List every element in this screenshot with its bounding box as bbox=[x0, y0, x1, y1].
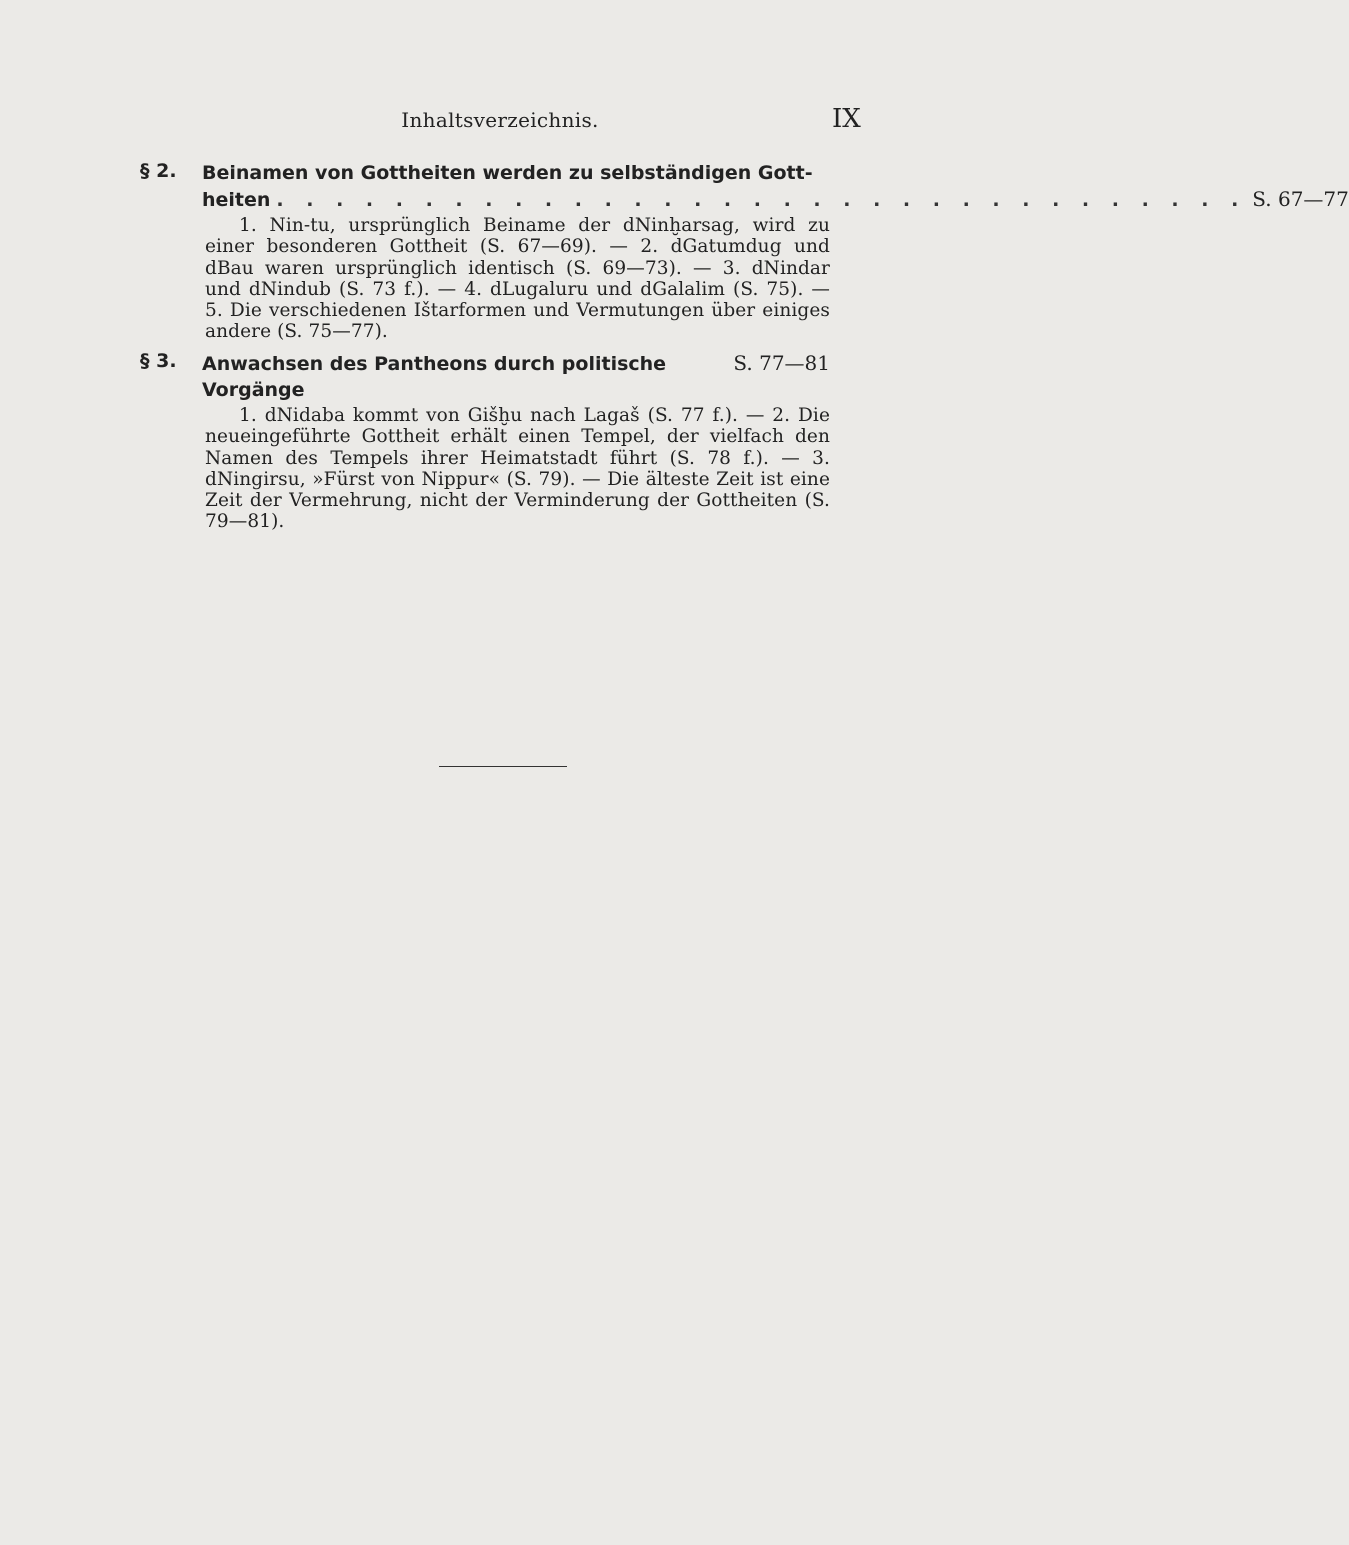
section-title bbox=[202, 350, 830, 403]
dot-leader: . . . . . . . . . . . . . . . . . . . . . . . . . . . . . . . . . bbox=[276, 189, 1247, 211]
section-title-text: Anwachsen des Pantheons durch politische Vorgänge bbox=[202, 353, 667, 401]
section-title-leader-row bbox=[202, 350, 830, 403]
end-rule bbox=[439, 766, 567, 767]
section-pages: S. 67—77 bbox=[1252, 187, 1349, 211]
page-number: IX bbox=[832, 104, 861, 134]
section-summary bbox=[205, 215, 830, 343]
section-title-line-2: heiten bbox=[202, 189, 271, 211]
section-number: § 3. bbox=[140, 350, 177, 372]
section-summary-text: 1. dNidaba kommt von Gišḫu nach Lagaš (S. 77 f.). — 2. Die neueingeführte Gottheit erhält einen Tempel, der vielfach den Namen des Tempels ihrer Heimatstadt führt (S. 78 f.). — 3. dNingirsu, »Fürst von Nippur« (S. 79). — Die älteste Zeit ist eine Zeit der Vermehrung, nicht der Verminderung der Gottheiten (S. 79—81). bbox=[205, 405, 830, 533]
section-summary bbox=[205, 405, 830, 533]
section-title-leader-row bbox=[202, 186, 1349, 213]
running-head-title: Inhaltsverzeichnis. bbox=[401, 108, 599, 132]
section-title-line-1: Beinamen von Gottheiten werden zu selbständigen Gott- bbox=[202, 162, 813, 184]
section-pages: S. 77—81 bbox=[733, 351, 830, 375]
toc-section-2 bbox=[140, 160, 1349, 343]
section-number: § 2. bbox=[140, 160, 177, 182]
section-title bbox=[202, 160, 1349, 213]
section-summary-text: 1. Nin-tu, ursprünglich Beiname der dNinḫarsag, wird zu einer besonderen Gottheit (S. 67—69). — 2. dGatumdug und dBau waren ursprünglich identisch (S. 69—73). — 3. dNindar und dNindub (S. 73 f.). — 4. dLugaluru und dGalalim (S. 75). — 5. Die verschiedenen Ištarformen und Vermutungen über einiges andere (S. 75—77). bbox=[205, 215, 830, 343]
toc-section-3 bbox=[140, 350, 830, 533]
